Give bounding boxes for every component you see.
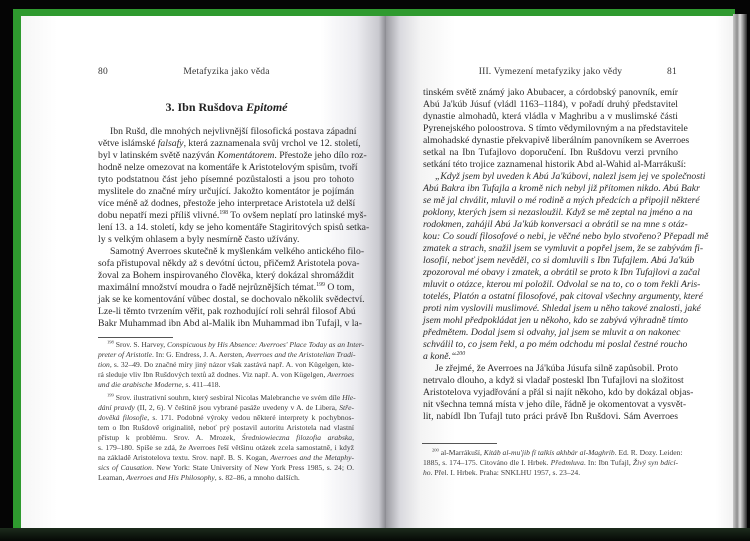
text-span: poklony, kterých jsem si nezasloužil. Když se mě zeptal na jméno a na [423,207,693,218]
text-span: s. 179–180. Spíše se zdá, že Averroes řeší většinu otázek zcela samostatně, i když [98,443,354,452]
text-span: Abú Ja'kúb Júsuf (vládl 1163–1184), v pořadí druhý představitel [423,99,678,110]
text-line [98,370,354,380]
text-span: „Když jsem byl uveden k Abú Ja'kúbovi, nalezl jsem jej ve společnosti [435,171,706,182]
text-line [98,282,354,294]
text-line [423,135,690,147]
text-span: totelés, Platón a ostatní filosofové, pak citoval všechny argumenty, které [423,291,703,302]
section-heading-italic: Epitomé [246,100,288,114]
text-span: Abú Bakra ibn Tufajla a kromě nich nebyl již přítomen nikdo. Abú Bakr [423,183,700,194]
text-line [423,123,688,135]
text-span: To ovšem neplatí pro latinské myš- [228,210,367,221]
footnote-separator-right [422,443,497,444]
text-span: myslitele do značné míry určující. Jakožto komentátor je pojímán [98,186,354,197]
text-line [423,159,687,171]
text-line [423,327,681,339]
text-line [98,234,354,246]
text-span: , [352,433,354,442]
text-span: 1885, s. 174–175. Citováno dle I. Hrbek. [423,458,551,467]
text-span: almohadské dynastie překvapivě liberálním panovníkem se Averroes [423,135,690,146]
text-span: zmatek a strach, snažil jsem se vymluvit a popřel jsem, že se zabývám fi- [423,243,704,254]
text-span: přístup k problému. Srov. A. Mrozek, [98,433,242,442]
text-line [98,413,354,423]
text-line [423,303,701,315]
running-title-left: Metafyzika jako věda [183,67,270,77]
text-line [98,403,354,413]
text-line [98,463,354,473]
text-span: , s. 82–86, a mnoho dalších. [214,473,300,482]
italic-text: Averroes and His Philosophy [126,473,215,482]
text-span: sofa přistupoval někdy až s devótní úctou, přičemž Aristotela pova- [98,258,360,269]
text-line [423,111,678,123]
book-page-edges [733,14,747,529]
footnote-marker: 198 [219,209,229,216]
text-line [423,195,700,207]
text-span: (II, 2, 6). V češtině jsou vybrané pasáže uvedeny v A. de Libera, [134,403,340,412]
text-line [98,126,357,138]
text-line [98,393,354,403]
text-span: Aristotelova vyjadřování a přál si najít někoho, kdo by dokázal objas- [423,387,694,398]
text-span: Samotný Averroes skutečně k myšlenkám velkého antického filo- [110,246,365,257]
text-line [98,186,354,198]
text-span: dobu nepatří mezi příliš vlivné. [98,210,220,221]
text-span: tinském světě známý jako Abubacer, a córdobský panovník, emír [423,87,678,98]
text-span: tem o Ibn Rušdově originalitě, neboť prý postavil autoritu Aristotela nad vlastní [98,423,354,432]
text-span: Bakr Muhammad ibn Abd al-Malik ibn Muhammad ibn Tufajl, v la- [98,318,362,329]
italic-text: Živý syn bdící- [632,458,678,467]
text-span: se mě jal chválit, mluvil o mé rodině a mých předcích a připojil některé [423,195,700,206]
text-line [98,318,362,330]
page-number-left: 80 [98,67,108,77]
footnote-separator-left [98,337,173,338]
text-span: lit, nabídl Ibn Tufajl tuto práci právě Ibn Rušdovi. Sám Averroes [423,411,678,422]
footnote-198 [98,339,365,390]
text-span: . In: Ibn Tufajl, [583,458,633,467]
text-line [423,363,678,375]
italic-text: dověká filosofie [98,413,148,422]
text-span: jak se ke komentování vůbec dostal, se dochovalo několik svědectví. [98,294,365,305]
text-line [423,267,700,279]
text-line [98,339,365,350]
text-span: žoval za Bohem inspirovaného člověka, který dokázal shromáždit [98,270,354,281]
text-span: , která zaznamenala svůj vrchol ve 12. století, [183,138,361,149]
footnote-marker: 200 [456,350,466,357]
text-line [98,360,354,370]
section-heading [98,100,355,115]
footnote-marker: 199 [107,392,114,398]
italic-text: falsafy [157,138,184,149]
text-line [423,387,694,399]
text-line [423,255,695,267]
text-line [423,375,684,387]
text-line [423,231,709,243]
text-line [98,433,354,443]
text-span: ly s velkým ohlasem a byly nesmírně často užívány. [98,234,300,245]
text-span: losofií, neboť jsem nevěděl, co si domluvili s Ibn Tufajlem. Abú Ja'kúb [423,255,695,266]
text-span: Leaman, [98,473,127,482]
text-line [423,468,678,478]
text-span: rá sleduje vliv Ibn Rušdových textů až dodnes. Viz např. A. von Kügelgen, [98,370,328,379]
text-span: jsem mohl předpokládat jen u někoho, kdo se zabývá výhradně tímto [423,315,689,326]
text-span: byl v latinském světě nazýván [98,150,218,161]
text-span: Lze-li těmto tvrzením věřit, pak rozhodující roli sehrál filosof Abú [98,306,356,317]
text-line [423,171,706,183]
italic-text: ho [423,468,431,477]
footnote-marker: 200 [432,447,439,453]
italic-text: und die arabische Moderne [98,380,182,389]
footnote-199 [98,393,354,483]
text-line [423,87,678,99]
text-line [423,315,689,327]
text-line [423,99,678,111]
text-line [98,443,354,453]
text-span: větve islámské [98,138,158,149]
text-span: schválil to, co jsem řekl, a po mém odchodu mi poslal čestné roucho [423,339,688,350]
text-line [423,291,703,303]
text-span: více méně až dodnes, přestože jeho interpretace Aristotela už delší [98,198,356,209]
italic-text: Średniowieczna filozofia arabska [241,433,353,442]
text-line [98,198,354,210]
text-line [423,339,688,351]
text-line [423,243,704,255]
text-span: maximální množství moudra o řadě nejrůznějších témat. [98,282,317,293]
italic-text: sics of Causation [98,463,152,472]
scanner-bottom-edge [0,528,750,541]
text-span: . In: G. Endress, J. A. Aersten, [152,350,246,359]
text-line [98,423,354,433]
text-span: a koně.“ [423,351,457,362]
footnote-marker: 199 [316,281,325,288]
text-span: . Přel. I. Hrbek. Praha: SNKLHU 1957, s. 23–24. [430,468,581,477]
text-line [98,209,367,222]
text-line [98,453,354,463]
italic-text: Averroes [327,370,354,379]
text-span: tyto podstatnou část jeho písemné pozůstalosti a jsou pro tohoto [98,174,354,185]
text-span: Srov. S. Harvey, [113,340,168,349]
italic-text: Averroes and the Aristotelian Tradi- [245,350,356,359]
page-number-right: 81 [667,67,677,77]
text-line [98,473,354,483]
text-line [98,306,354,318]
text-line [423,411,678,423]
italic-text: Conspicuous by His Absence: Averroes' Place Today as an Inter- [167,340,365,349]
text-span: dynastie almohadů, která vládla v Maghribu a v muslimské části [423,111,678,122]
text-line [423,351,678,363]
italic-text: Averroes and the Metaphy- [270,453,354,462]
section-heading-prefix: 3. Ibn Rušdova [165,100,247,114]
italic-text: Stře- [339,403,354,412]
text-span: . New York: State University of New York Press 1985, s. 24; O. [151,463,354,472]
text-span: na základě Aristotelova textu. Srov. např. B. S. Kogan, [98,453,271,462]
text-span: nit všechna temná místa v jeho díle, řádně je okomentovat a vysvět- [423,399,687,410]
text-line [423,399,687,411]
text-line [98,258,360,270]
text-line [98,246,365,258]
text-line [423,147,678,159]
text-line [98,350,354,360]
text-line [98,174,354,186]
text-span: , s. 32–49. Do značné míry jiný názor však zastává např. A. von Kügelgen, kte- [109,360,354,369]
right-body-text [423,87,709,423]
running-title-right: III. Vymezení metafyziky jako vědy [478,67,623,77]
text-span: kou: Co soudí filosofové o nebi, je věčné nebo bylo stvořeno? Přepadl mě [423,231,709,242]
text-line [423,458,678,468]
text-line [98,222,370,234]
text-span: Srov. ilustrativní souhrn, který sesbíral Nicolas Malebranche ve svém díle [113,393,343,402]
text-span: Ibn Rušd, dle mnohých nejvlivnější filosofická postava západní [110,126,357,137]
text-span: rodokmen, zahájil Abú Ja'kúb konversaci a obrátil se na mne s otáz- [423,219,688,230]
text-span: , s. 171. Podobné výroky vedou některé interprety k pochybnos- [147,413,354,422]
footnote-marker: 198 [107,339,114,345]
text-span: O tom, [324,282,355,293]
text-span: setkání této trojice zaznamenal historik Abd al-Wahid al-Marrákuší: [423,159,687,170]
text-span: lení 13. a 14. století, kdy se jeho komentáře Stagiritových spisů setka- [98,222,370,233]
text-line [98,138,361,150]
text-span: mluvit o otázce, kterou mi položil. Odvolal se na to, co o tom řekli Aris- [423,279,701,290]
text-line [98,380,354,390]
italic-text: Kitáb al-mu'jib fí talkís akhbár al-Maghrib [483,448,615,457]
text-span: Je zřejmé, že Averroes na Já'kúba Júsufa silně zapůsobil. Proto [435,363,678,374]
text-span: al-Marrákuší, [438,448,484,457]
text-span: netrvalo dlouho, a když si vladař posteskl Ibn Tufajlovi na složitost [423,375,684,386]
italic-text: Hle- [342,393,356,402]
italic-text: tion [98,360,110,369]
text-span: Pyrenejského poloostrova. S tímto vědymilovným a na představitele [423,123,688,134]
text-span: . Přestože jeho dílo roz- [274,150,367,161]
text-line [98,270,354,282]
text-span: hodně nelze omezovat na komentáře k Aristotelovým spisům, tvoří [98,162,358,173]
italic-text: preter of Aristotle [98,350,152,359]
italic-text: Komentátorem [217,150,275,161]
text-span: proti nim vyslovili muslimové. Shledal jsem u něho takové znalosti, jaké [423,303,701,314]
text-line [423,279,701,291]
italic-text: Předmluva [550,458,584,467]
text-span: setkal na Ibn Tufajlovo doporučení. Ibn Rušdovu verzi prvního [423,147,678,158]
text-span: . Ed. R. Dozy. Leiden: [614,448,683,457]
italic-text: dání pravdy [98,403,135,412]
text-line [98,294,365,306]
text-line [423,183,700,195]
text-span: , s. 411–418. [181,380,221,389]
text-line [98,150,367,162]
text-line [423,219,688,231]
left-body-text [98,126,370,330]
text-line [423,447,683,458]
text-span: zpozoroval mé obavy i zmatek, a obrátil se proto k Ibn Tufajlovi a začal [423,267,700,278]
footnote-200 [423,447,683,478]
text-span: předmětem. Dodal jsem si odvahy, jal jsem se mluvit a on nakonec [423,327,681,338]
text-line [98,162,358,174]
text-line [423,207,693,219]
